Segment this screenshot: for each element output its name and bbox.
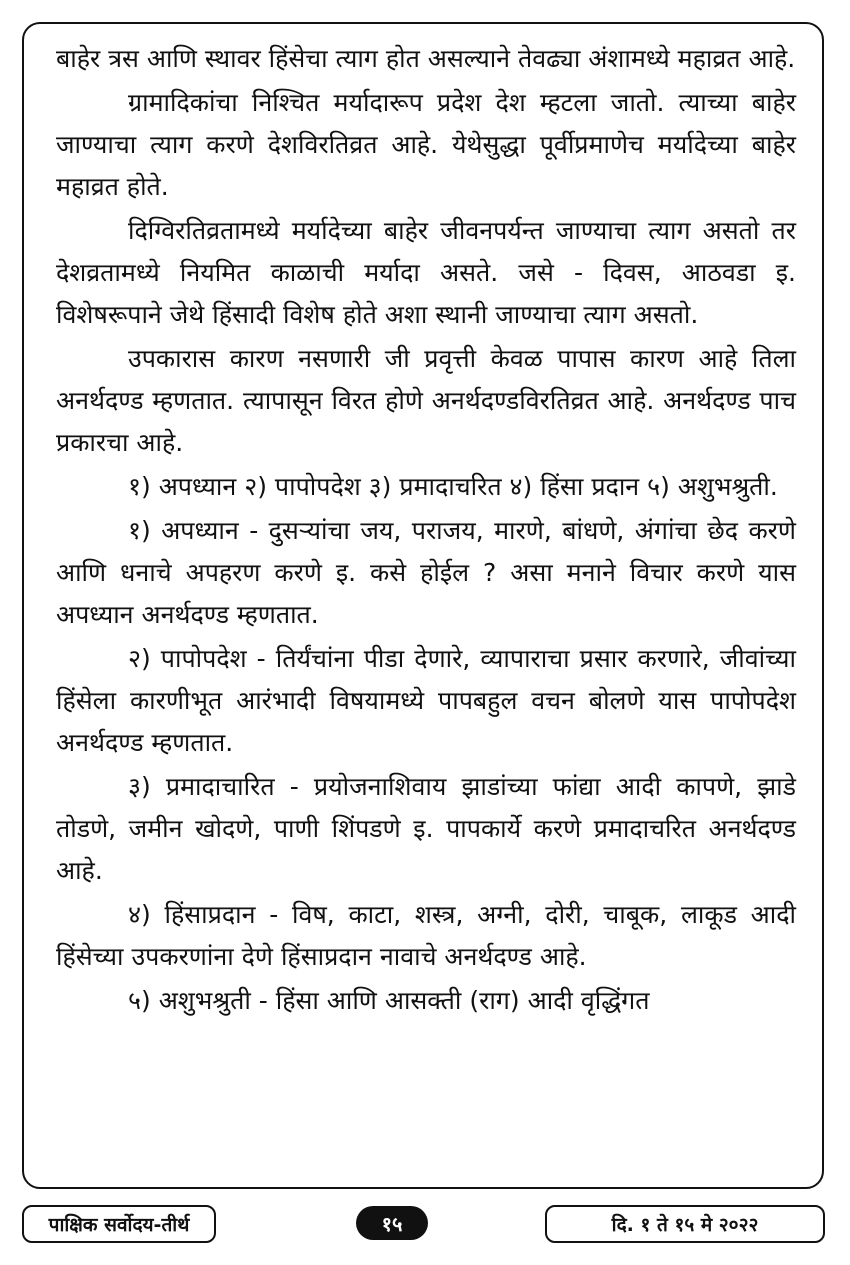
- paragraph: बाहेर त्रस आणि स्थावर हिंसेचा त्याग होत असल्याने तेवढ्या अंशामध्ये महाव्रत आहे.: [56, 44, 796, 73]
- paragraph: १) अपध्यान - दुसऱ्यांचा जय, पराजय, मारणे, बांधणे, अंगांचा छेद करणे आणि धनाचे अपहरण करणे इ. कसे होईल ? असा मनाने विचार करणे यास अपध्यान अनर्थदण्ड म्हणतात.: [56, 516, 796, 629]
- paragraph: उपकारास कारण नसणारी जी प्रवृत्ती केवळ पापास कारण आहे तिला अनर्थदण्ड म्हणतात. त्यापासून विरत होणे अनर्थदण्डविरतिव्रत आहे. अनर्थदण्ड पाच प्रकारचा आहे.: [56, 344, 796, 457]
- paragraph: ग्रामादिकांचा निश्चित मर्यादारूप प्रदेश देश म्हटला जातो. त्याच्या बाहेर जाण्याचा त्याग करणे देशविरतिव्रत आहे. येथेसुद्धा पूर्वीप्रमाणेच मर्यादेच्या बाहेर महाव्रत होते.: [56, 88, 796, 201]
- page-number: १५: [356, 1206, 428, 1240]
- paragraph: १) अपध्यान २) पापोपदेश ३) प्रमादाचरित ४) हिंसा प्रदान ५) अशुभश्रुती.: [128, 472, 778, 501]
- paragraph: ४) हिंसाप्रदान - विष, काटा, शस्त्र, अग्नी, दोरी, चाबूक, लाकूड आदी हिंसेच्या उपकरणांना देणे हिंसाप्रदान नावाचे अनर्थदण्ड आहे.: [56, 900, 796, 971]
- body-text: [56, 38, 796, 1024]
- publication-name: पाक्षिक सर्वोदय-तीर्थ: [22, 1205, 216, 1243]
- issue-date: दि. १ ते १५ मे २०२२: [545, 1205, 825, 1243]
- paragraph: दिग्विरतिव्रतामध्ये मर्यादेच्या बाहेर जीवनपर्यन्त जाण्याचा त्याग असतो तर देशव्रतामध्ये नियमित काळाची मर्यादा असते. जसे - दिवस, आठवडा इ. विशेषरूपाने जेथे हिंसादी विशेष होते अशा स्थानी जाण्याचा त्याग असतो.: [56, 216, 796, 329]
- paragraph: २) पापोपदेश - तिर्यंचांना पीडा देणारे, व्यापाराचा प्रसार करणारे, जीवांच्या हिंसेला कारणीभूत आरंभादी विषयामध्ये पापबहुल वचन बोलणे यास पापोपदेश अनर्थदण्ड म्हणतात.: [56, 644, 796, 757]
- paragraph: ३) प्रमादाचारित - प्रयोजनाशिवाय झाडांच्या फांद्या आदी कापणे, झाडे तोडणे, जमीन खोदणे, पाणी शिंपडणे इ. पापकार्ये करणे प्रमादाचरित अनर्थदण्ड आहे.: [56, 772, 796, 885]
- paragraph: ५) अशुभश्रुती - हिंसा आणि आसक्ती (राग) आदी वृद्धिंगत: [128, 986, 650, 1015]
